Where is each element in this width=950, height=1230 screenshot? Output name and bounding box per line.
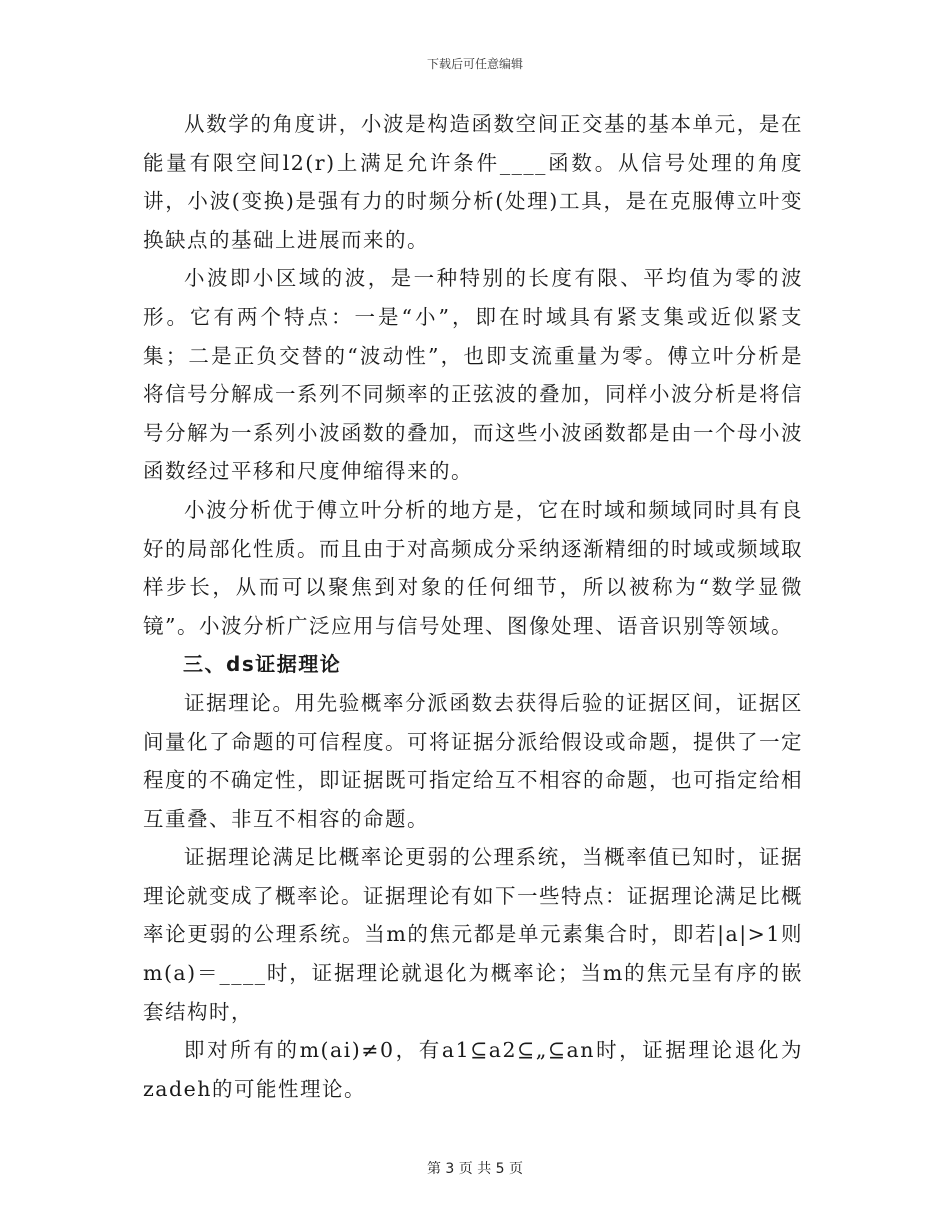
page-footer: 第 3 页 共 5 页 — [426, 1161, 524, 1177]
page-header: 下载后可任意编辑 — [426, 57, 523, 71]
paragraph: 从数学的角度讲，小波是构造函数空间正交基的基本单元，是在能量有限空间l2(r)上满足允许条件____函数。从信号处理的角度讲，小波(变换)是强有力的时频分析(处理)工具，是在克服傅立叶变换缺点的基础上进展而来的。 — [143, 112, 803, 252]
paragraph: 证据理论。用先验概率分派函数去获得后验的证据区间，证据区间量化了命题的可信程度。可将证据分派给假设或命题，提供了一定程度的不确定性，即证据既可指定给互不相容的命题，也可指定给相互重叠、非互不相容的命题。 — [143, 690, 803, 831]
section-heading: 三、ds证据理论 — [183, 652, 342, 677]
paragraph: 证据理论满足比概率论更弱的公理系统，当概率值已知时，证据理论就变成了概率论。证据理论有如下一些特点：证据理论满足比概率论更弱的公理系统。当m的焦元都是单元素集合时，即若|a|>1则m(a)＝____时，证据理论就退化为概率论；当m的焦元呈有序的嵌套结构时， — [143, 845, 803, 1024]
paragraph: 即对所有的m(ai)≠0，有a1⊆a2⊆„⊆an时，证据理论退化为zadeh的可能性理论。 — [143, 1038, 803, 1101]
paragraph: 小波即小区域的波，是一种特别的长度有限、平均值为零的波形。它有两个特点：一是“小”，即在时域具有紧支集或近似紧支集；二是正负交替的“波动性”，也即支流重量为零。傅立叶分析是将信号分解成一系列不同频率的正弦波的叠加，同样小波分析是将信号分解为一系列小波函数的叠加，而这些小波函数都是由一个母小波函数经过平移和尺度伸缩得来的。 — [143, 266, 803, 484]
document-body — [143, 105, 803, 1108]
paragraph: 小波分析优于傅立叶分析的地方是，它在时域和频域同时具有良好的局部化性质。而且由于对高频成分采纳逐渐精细的时域或频域取样步长，从而可以聚焦到对象的任何细节，所以被称为“数学显微镜”。小波分析广泛应用与信号处理、图像处理、语音识别等领域。 — [143, 497, 803, 638]
